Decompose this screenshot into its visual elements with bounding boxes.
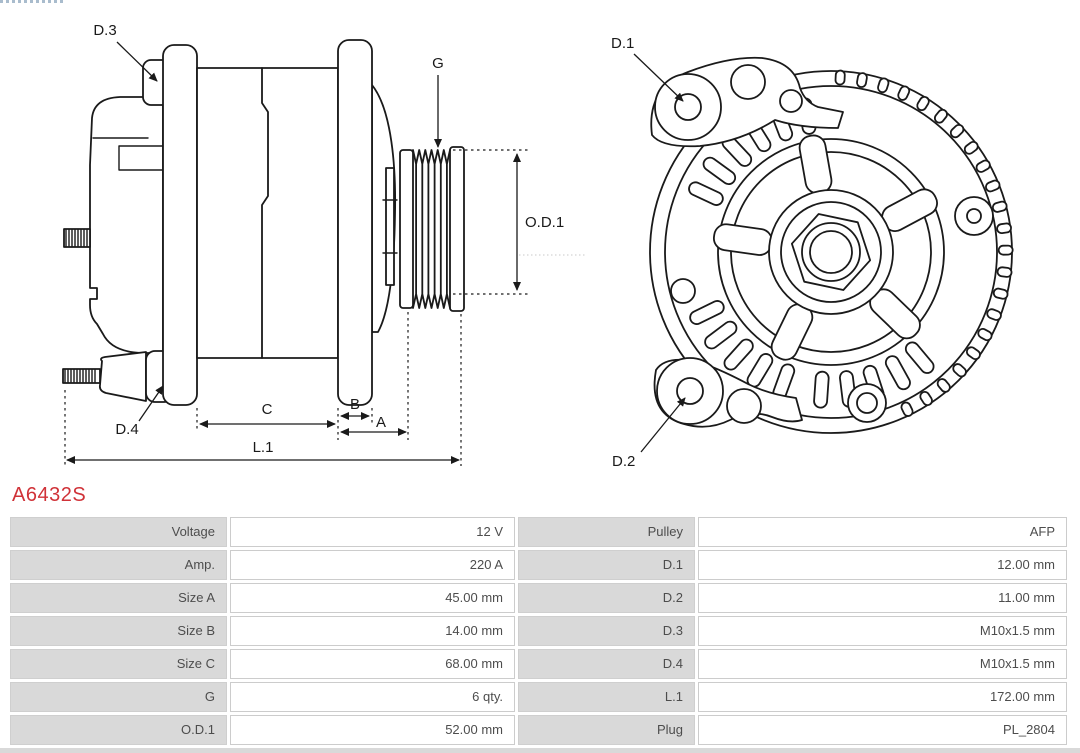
spec-label-cell: Amp. [10,550,227,580]
spec-label-cell: D.1 [518,550,695,580]
spec-value-cell: 68.00 mm [230,649,515,679]
spec-label-cell: Size C [10,649,227,679]
label-c: C [261,401,273,418]
spec-value-cell: 220 A [230,550,515,580]
label-g: G [432,55,444,72]
rear-view [611,35,1013,470]
shaft-spacer [386,168,394,285]
spec-value-cell: 45.00 mm [230,583,515,613]
part-number-title: A6432S [12,484,87,506]
table-cutoff-row [0,748,1080,753]
spec-table [10,517,1067,745]
label-a: A [375,414,387,431]
spec-value-cell: 11.00 mm [698,583,1067,613]
spec-label-cell: Plug [518,715,695,745]
label-d2: D.2 [612,453,636,470]
spec-label-cell: O.D.1 [10,715,227,745]
spec-label-cell: D.3 [518,616,695,646]
spec-value-cell: 52.00 mm [230,715,515,745]
spec-label-cell: D.4 [518,649,695,679]
spec-label-cell: Size A [10,583,227,613]
d2-hole [677,378,703,404]
spec-label-cell: Pulley [518,517,695,547]
side-view [63,22,586,466]
spec-label-cell: G [10,682,227,712]
pulley-left-flange [400,150,413,308]
label-l1: L.1 [252,439,274,456]
spec-label-cell: D.2 [518,583,695,613]
front-flange [338,40,372,405]
spec-value-cell: 12.00 mm [698,550,1067,580]
label-b: B [349,396,361,413]
rear-flange [163,45,197,405]
rear-housing [90,97,163,353]
spec-value-cell: 6 qty. [230,682,515,712]
label-od1: O.D.1 [525,214,565,231]
spec-label-cell: Voltage [10,517,227,547]
pulley-right-flange [450,147,464,311]
label-d1: D.1 [611,35,635,52]
spec-value-cell: 172.00 mm [698,682,1067,712]
spec-value-cell: M10x1.5 mm [698,616,1067,646]
label-d4: D.4 [115,421,139,438]
spec-value-cell: M10x1.5 mm [698,649,1067,679]
spec-label-cell: L.1 [518,682,695,712]
spec-value-cell: AFP [698,517,1067,547]
pulley-grooves [413,150,450,308]
spec-value-cell: 12 V [230,517,515,547]
d4-bracket [100,352,146,401]
spec-label-cell: Size B [10,616,227,646]
label-d3: D.3 [93,22,117,39]
spec-value-cell: PL_2804 [698,715,1067,745]
terminal-stud [64,229,90,247]
spec-value-cell: 14.00 mm [230,616,515,646]
